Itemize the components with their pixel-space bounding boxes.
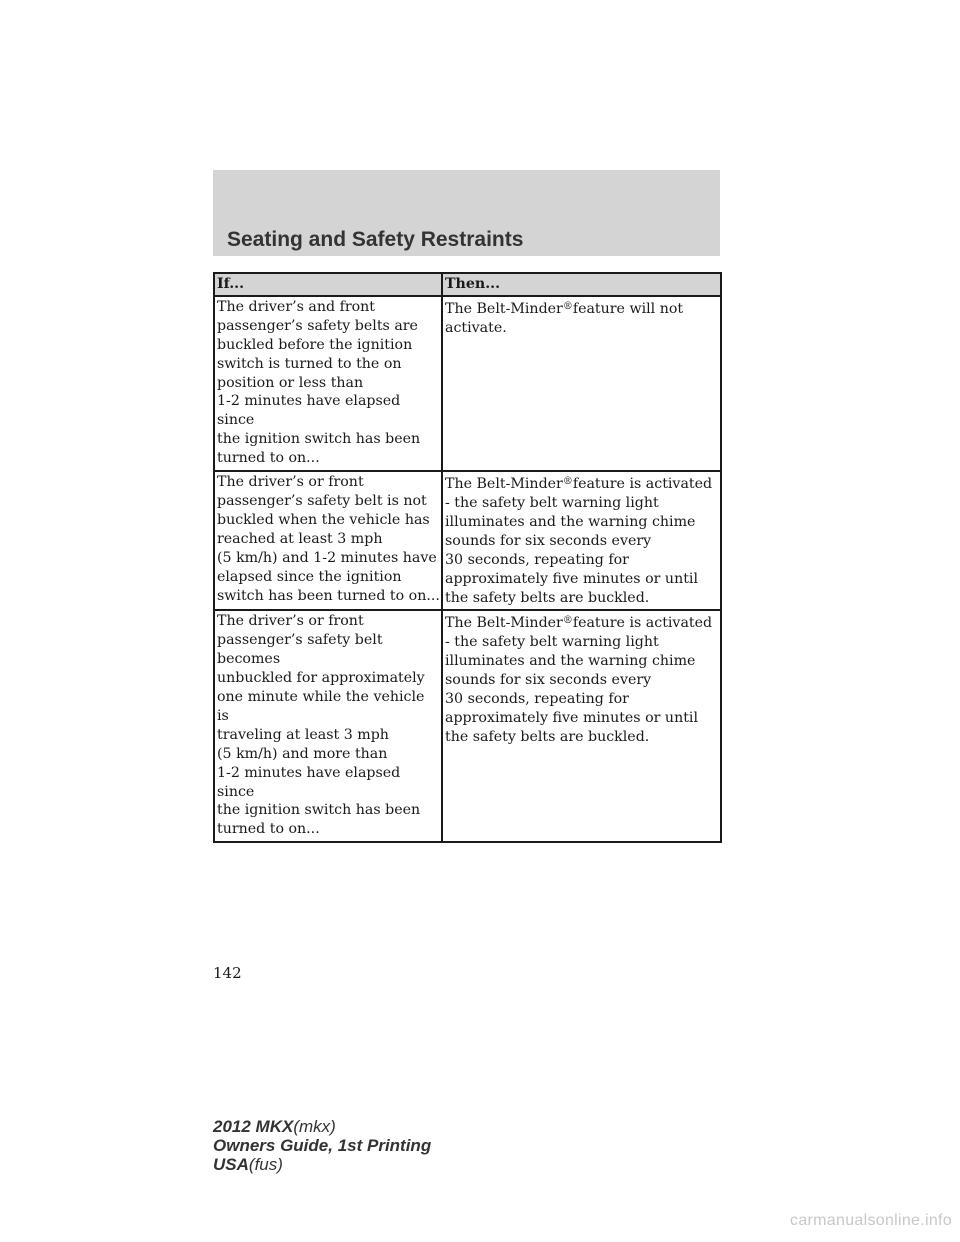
footer-line-market (213, 1155, 431, 1174)
watermark: carmanualsonline.info (790, 1212, 952, 1229)
section-title: Seating and Safety Restraints (227, 228, 524, 251)
footer-guide: Owners Guide, 1st Printing (213, 1136, 432, 1155)
table-header-row (214, 273, 721, 296)
result-text: feature is activated - the safety belt warning light illuminates and the warning chime sounds for six seconds every 30 seconds, repeating for approximately five minutes or until the safety belts are buckled. (445, 615, 713, 745)
registered-mark: ® (562, 615, 573, 627)
condition-cell: The driver’s or front passenger’s safety belt becomes unbuckled for approximately one minute while the vehicle is traveling at least 3 mph (5 km/h) and more than 1-2 minutes have elapsed since the ignition switch has been turned to on... (214, 610, 442, 842)
result-text: feature is activated - the safety belt warning light illuminates and the warning chime sounds for six seconds every 30 seconds, repeating for approximately five minutes or until the safety belts are buckled. (445, 476, 713, 606)
column-header-then: Then... (442, 273, 721, 296)
result-cell (442, 471, 721, 610)
footer-market: USA (213, 1155, 249, 1174)
table-row (214, 296, 721, 471)
brand-name: The Belt-Minder (445, 476, 563, 493)
brand-name: The Belt-Minder (445, 300, 563, 317)
result-cell (442, 610, 721, 842)
condition-cell: The driver’s or front passenger’s safety belt is not buckled when the vehicle has reached at least 3 mph (5 km/h) and 1-2 minutes have elapsed since the ignition switch has been turned to on... (214, 471, 442, 610)
registered-mark: ® (562, 300, 573, 312)
footer-market-code: (fus) (248, 1155, 283, 1174)
table-row (214, 471, 721, 610)
result-text: feature will not activate. (445, 300, 684, 336)
brand-name: The Belt-Minder (445, 615, 563, 632)
footer-line-guide (213, 1136, 431, 1155)
footer-model: 2012 MKX (213, 1117, 294, 1136)
table-row (214, 610, 721, 842)
footer-line-model (213, 1117, 431, 1136)
page-number: 142 (213, 964, 242, 982)
belt-minder-table (213, 272, 722, 843)
column-header-if: If... (214, 273, 442, 296)
condition-cell: The driver’s and front passenger’s safety belts are buckled before the ignition switch is turned to the on position or less than 1-2 minutes have elapsed since the ignition switch has been turned to on... (214, 296, 442, 471)
footer-model-code: (mkx) (293, 1117, 336, 1136)
registered-mark: ® (562, 476, 573, 488)
print-footer (213, 1117, 431, 1174)
result-cell (442, 296, 721, 471)
